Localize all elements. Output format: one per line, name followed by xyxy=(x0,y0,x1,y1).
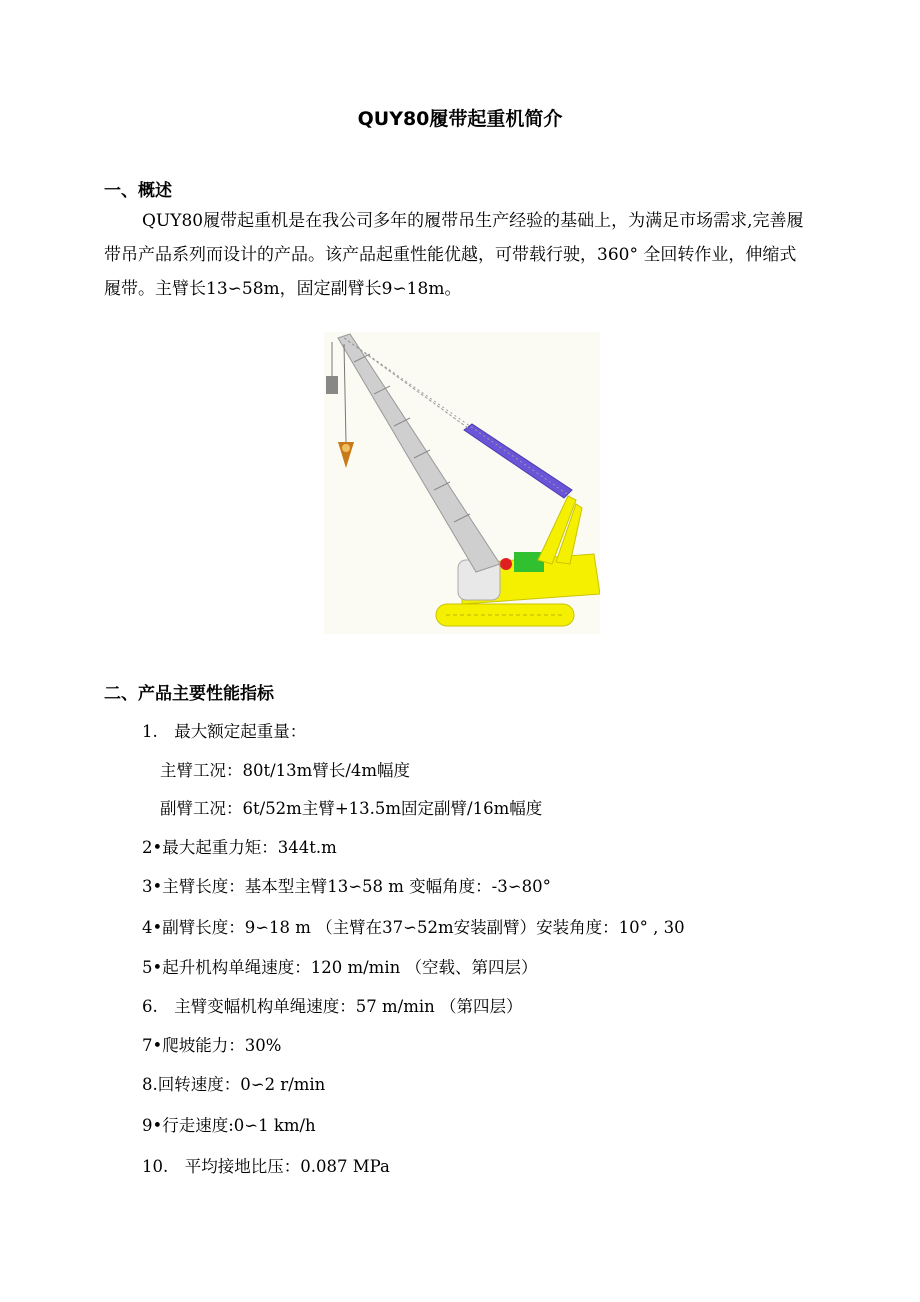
hook-block xyxy=(326,376,338,394)
spec-item: 2•最大起重力矩：344t.m xyxy=(142,838,337,857)
section-heading-overview: 一、概述 xyxy=(104,181,172,201)
spec-item: 3•主臂长度：基本型主臂13∽58 m 变幅角度：-3∽80° xyxy=(142,877,551,896)
document-title: QUY80履带起重机简介 xyxy=(357,108,563,130)
spec-item: 7•爬坡能力：30% xyxy=(142,1036,282,1055)
overview-text: QUY80履带起重机是在我公司多年的履带吊生产经验的基础上，为满足市场需求,完善履带吊产品系列而设计的产品。该产品起重性能优越，可带载行驶，360° 全回转作业，伸缩式履带。主臂长13∽58m，固定副臂长9∽18m。 xyxy=(104,211,804,299)
spec-item: 4•副臂长度：9∽18 m （主臂在37∽52m安装副臂）安装角度：10° , 30 xyxy=(142,918,685,937)
red-part xyxy=(500,558,512,570)
crawler-crane-image xyxy=(324,332,600,634)
spec-item: 8.回转速度：0∽2 r/min xyxy=(142,1075,326,1094)
spec-item: 主臂工况：80t/13m臂长/4m幅度 xyxy=(160,761,411,780)
spec-item: 1. 最大额定起重量： xyxy=(142,722,307,741)
spec-item: 9•行走速度:0∽1 km/h xyxy=(142,1116,316,1135)
overview-paragraph xyxy=(104,204,804,306)
spec-item: 6. 主臂变幅机构单绳速度：57 m/min （第四层） xyxy=(142,997,523,1016)
spec-item: 副臂工况：6t/52m主臂+13.5m固定副臂/16m幅度 xyxy=(160,799,543,818)
spec-item: 5•起升机构单绳速度：120 m/min （空载、第四层） xyxy=(142,958,538,977)
green-part xyxy=(514,552,544,572)
spec-item: 10. 平均接地比压：0.087 MPa xyxy=(142,1157,390,1176)
section-heading-specs: 二、产品主要性能指标 xyxy=(104,684,274,704)
